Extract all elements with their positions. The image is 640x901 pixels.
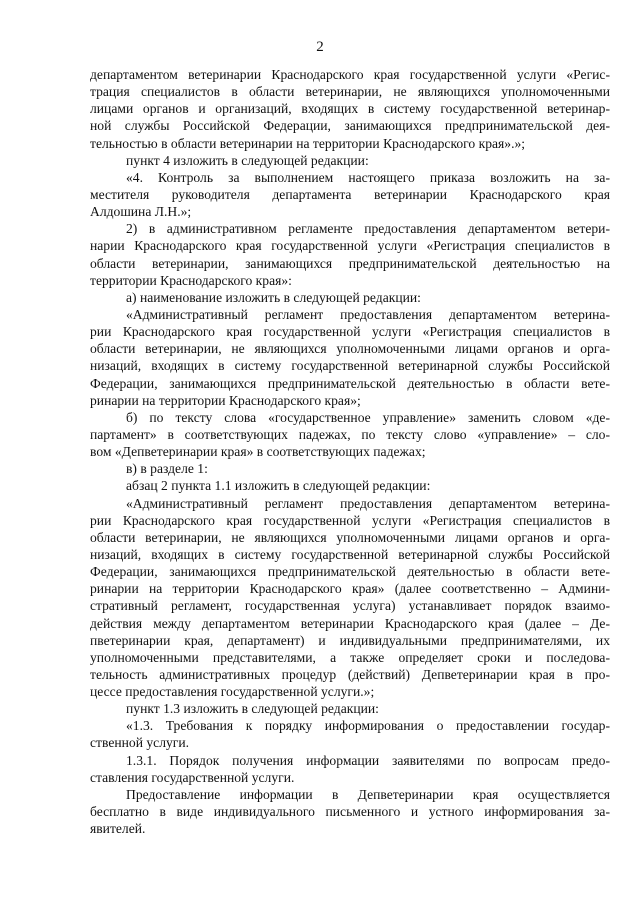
text-line: «Административный регламент предоставления департаментом ветерина- bbox=[126, 306, 610, 322]
text-line: «1.3. Требования к порядку информирования о предоставлении государ- bbox=[126, 718, 610, 734]
text-line: департаментом ветеринарии Краснодарского края государственной услуги «Регис- bbox=[90, 67, 610, 82]
text-line: 2) в административном регламенте предоставления департаментом ветери- bbox=[126, 221, 610, 237]
text-line: Алдошина Л.Н.»; bbox=[90, 204, 192, 220]
text-line: 1.3.1. Порядок получения информации заявителями по вопросам предо- bbox=[126, 752, 610, 768]
text-line: партамент» в соответствующих падежах, по тексту слово «управление» – сло- bbox=[90, 426, 610, 442]
text-line: области ветеринарии, не являющихся уполномоченными лицами органов и орга- bbox=[90, 341, 610, 357]
text-line: стративный регламент, государственная услуга) устанавливает порядок взаимо- bbox=[90, 598, 610, 614]
body-text bbox=[90, 66, 610, 837]
text-line: а) наименование изложить в следующей редакции: bbox=[126, 289, 421, 305]
text-line: ставления государственной услуги. bbox=[90, 769, 295, 785]
text-line: рии Краснодарского края государственной услуги «Регистрация специалистов в bbox=[90, 512, 610, 528]
page-number: 2 bbox=[316, 39, 324, 55]
text-line: Федерации, занимающихся предпринимательской деятельностью в области вете- bbox=[90, 564, 610, 580]
text-line: трация специалистов в области ветеринарии, не являющихся уполномоченными bbox=[90, 84, 610, 100]
text-line: местителя руководителя департамента ветеринарии Краснодарского края bbox=[90, 186, 610, 202]
text-line: ной службы Российской Федерации, занимающихся предпринимательской дея- bbox=[90, 118, 610, 134]
text-line: низаций, входящих в систему государственной ветеринарной службы Российской bbox=[90, 546, 610, 562]
text-line: цессе предоставления государственной услуги.»; bbox=[90, 684, 375, 700]
text-line: ринарии на территории Краснодарского края» (далее соответственно – Админи- bbox=[90, 581, 610, 597]
text-line: области ветеринарии, не являющихся уполномоченными лицами органов и орга- bbox=[90, 529, 610, 545]
text-line: «Административный регламент предоставления департаментом ветерина- bbox=[126, 495, 610, 511]
text-line: Федерации, занимающихся предпринимательской деятельностью в области вете- bbox=[90, 375, 610, 391]
text-line: Предоставление информации в Депветеринарии края осуществляется bbox=[126, 786, 610, 802]
text-line: нарии Краснодарского края государственной услуги «Регистрация специалистов в bbox=[90, 238, 610, 254]
text-line: в) в разделе 1: bbox=[126, 461, 208, 477]
text-line: бесплатно в виде индивидуального письменного и устного информирования за- bbox=[90, 804, 610, 820]
text-line: ственной услуги. bbox=[90, 735, 190, 751]
text-line: пункт 4 изложить в следующей редакции: bbox=[126, 152, 369, 168]
text-line: тельность административных процедур (действий) Депветеринарии края в про- bbox=[90, 666, 610, 682]
text-line: лицами органов и организаций, входящих в систему государственной ветеринар- bbox=[90, 101, 610, 117]
text-line: тельностью в области ветеринарии на территории Краснодарского края».»; bbox=[90, 135, 526, 151]
text-line: явителей. bbox=[90, 821, 146, 837]
text-line: области ветеринарии, занимающихся предпринимательской деятельностью на bbox=[90, 255, 610, 271]
text-line: рии Краснодарского края государственной услуги «Регистрация специалистов в bbox=[90, 324, 610, 340]
text-line: пункт 1.3 изложить в следующей редакции: bbox=[126, 701, 379, 717]
text-line: вом «Депветеринарии края» в соответствующих падежах; bbox=[90, 444, 426, 460]
text-line: абзац 2 пункта 1.1 изложить в следующей редакции: bbox=[126, 478, 431, 494]
text-line: низаций, входящих в систему государственной ветеринарной службы Российской bbox=[90, 358, 610, 374]
text-line: территории Краснодарского края»: bbox=[90, 272, 292, 288]
text-line: пветеринарии края, департамент) и индивидуальными предпринимателями, их bbox=[90, 632, 610, 648]
text-line: «4. Контроль за выполнением настоящего приказа возложить на за- bbox=[126, 169, 610, 185]
text-line: действия между департаментом ветеринарии Краснодарского края (далее – Де- bbox=[90, 615, 610, 631]
text-line: ринарии на территории Краснодарского края»; bbox=[90, 392, 361, 408]
text-line: б) по тексту слова «государственное управление» заменить словом «де- bbox=[126, 409, 610, 425]
text-line: уполномоченными представителями, а также определяет сроки и последова- bbox=[90, 649, 610, 665]
